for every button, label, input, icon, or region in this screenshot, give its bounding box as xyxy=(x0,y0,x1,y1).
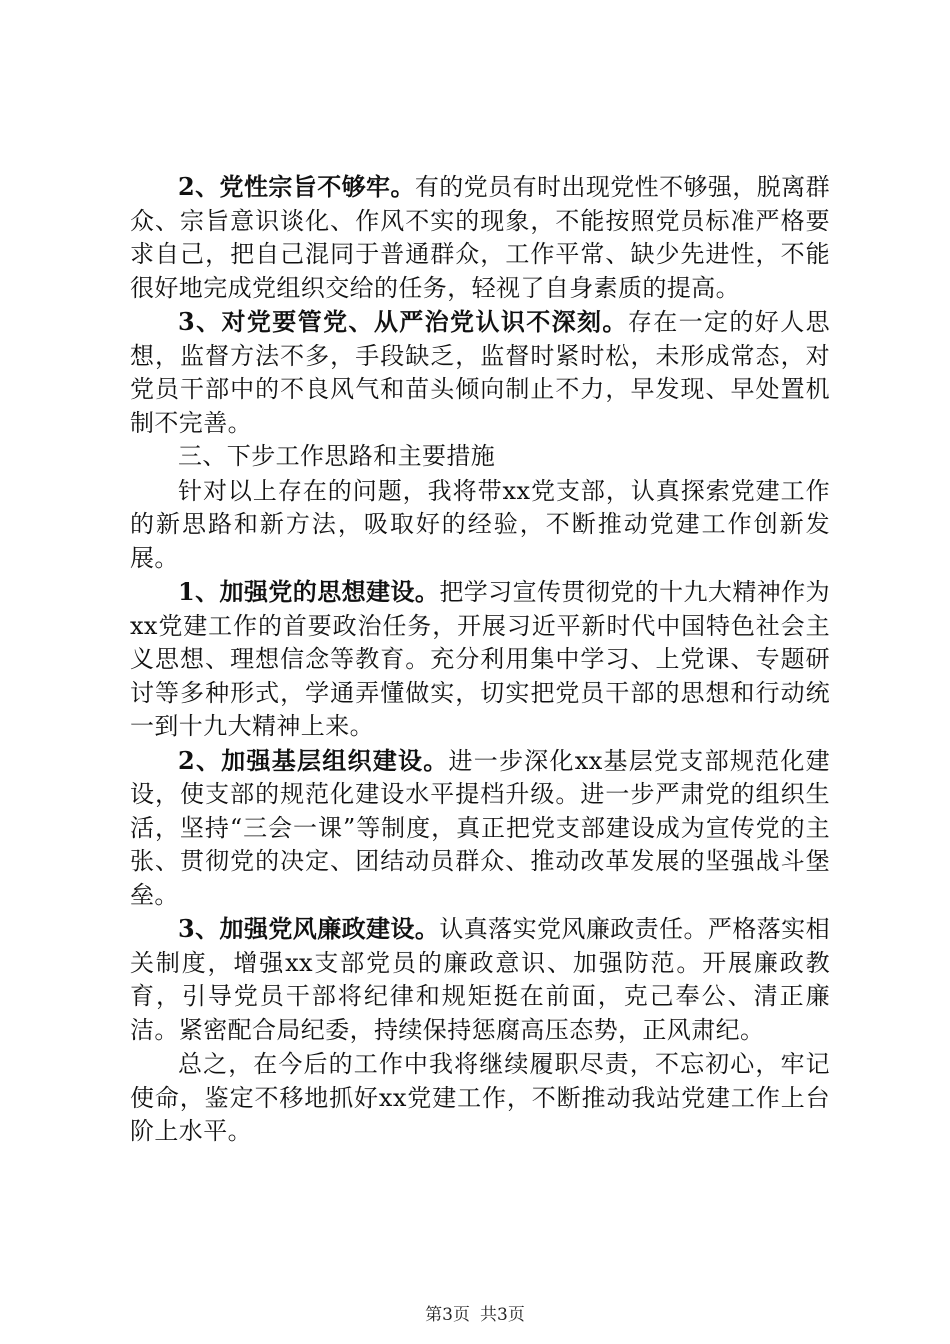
paragraph-party-spirit xyxy=(130,170,830,305)
paragraph-text: 把学习宣传贯彻党的十九大精神作为xx党建工作的首要政治任务，开展习近平新时代中国特色社会主义思想、理想信念等教育。充分利用集中学习、上党课、专题研讨等多种形式，学通弄懂做实，切实把党员干部的思想和行动统一到十九大精神上来。 xyxy=(130,578,830,740)
paragraph-text: 有的党员有时出现党性不够强，脱离群众、宗旨意识谈化、作风不实的现象，不能按照党员标准严格要求自己，把自己混同于普通群众，工作平常、缺少先进性，不能很好地完成党组织交给的任务，轻视了自身素质的提高。 xyxy=(130,173,830,302)
page-number: 第3页 xyxy=(425,1305,470,1325)
paragraph-intro xyxy=(130,474,830,576)
paragraph-text: 存在一定的好人思想，监督方法不多，手段缺乏，监督时紧时松，未形成常态，对党员干部中的不良风气和苗头倾向制止不力，早发现、早处置机制不完善。 xyxy=(130,308,830,437)
document-body xyxy=(130,170,830,1149)
paragraph-lead: 3、加强党风廉政建设。 xyxy=(178,914,440,943)
paragraph-text: 认真落实党风廉政责任。严格落实相关制度，增强xx支部党员的廉政意识、加强防范。开展廉政教育，引导党员干部将纪律和规矩挺在前面，克己奉公、清正廉洁。紧密配合局纪委，持续保持惩腐高压态势，正风肃纪。 xyxy=(130,915,830,1044)
section-heading: 三、下步工作思路和主要措施 xyxy=(178,442,496,470)
page-footer xyxy=(0,1300,950,1325)
paragraph-ideology xyxy=(130,575,830,744)
paragraph-integrity xyxy=(130,912,830,1047)
paragraph-lead: 2、加强基层组织建设。 xyxy=(178,745,449,775)
paragraph-lead: 3、对党要管党、从严治党认识不深刻。 xyxy=(178,307,628,336)
paragraph-lead: 1、加强党的思想建设。 xyxy=(178,577,440,606)
paragraph-conclusion xyxy=(130,1047,830,1149)
paragraph-text: 针对以上存在的问题，我将带xx党支部，认真探索党建工作的新思路和新方法，吸取好的经验，不断推动党建工作创新发展。 xyxy=(130,476,830,572)
page-count: 共3页 xyxy=(480,1305,525,1325)
paragraph-lead: 2、党性宗旨不够牢。 xyxy=(178,172,415,201)
paragraph-strict-governance xyxy=(130,305,830,440)
paragraph-text: 进一步深化xx基层党支部规范化建设，使支部的规范化建设水平提档升级。进一步严肃党的组织生活，坚持“三会一课”等制度，真正把党支部建设成为宣传党的主张、贯彻党的决定、团结动员群众、推动改革发展的坚强战斗堡垒。 xyxy=(130,746,830,909)
paragraph-text: 总之，在今后的工作中我将继续履职尽责，不忘初心，牢记使命，鉴定不移地抓好xx党建工作，不断推动我站党建工作上台阶上水平。 xyxy=(130,1050,830,1145)
paragraph-organization xyxy=(130,744,830,913)
